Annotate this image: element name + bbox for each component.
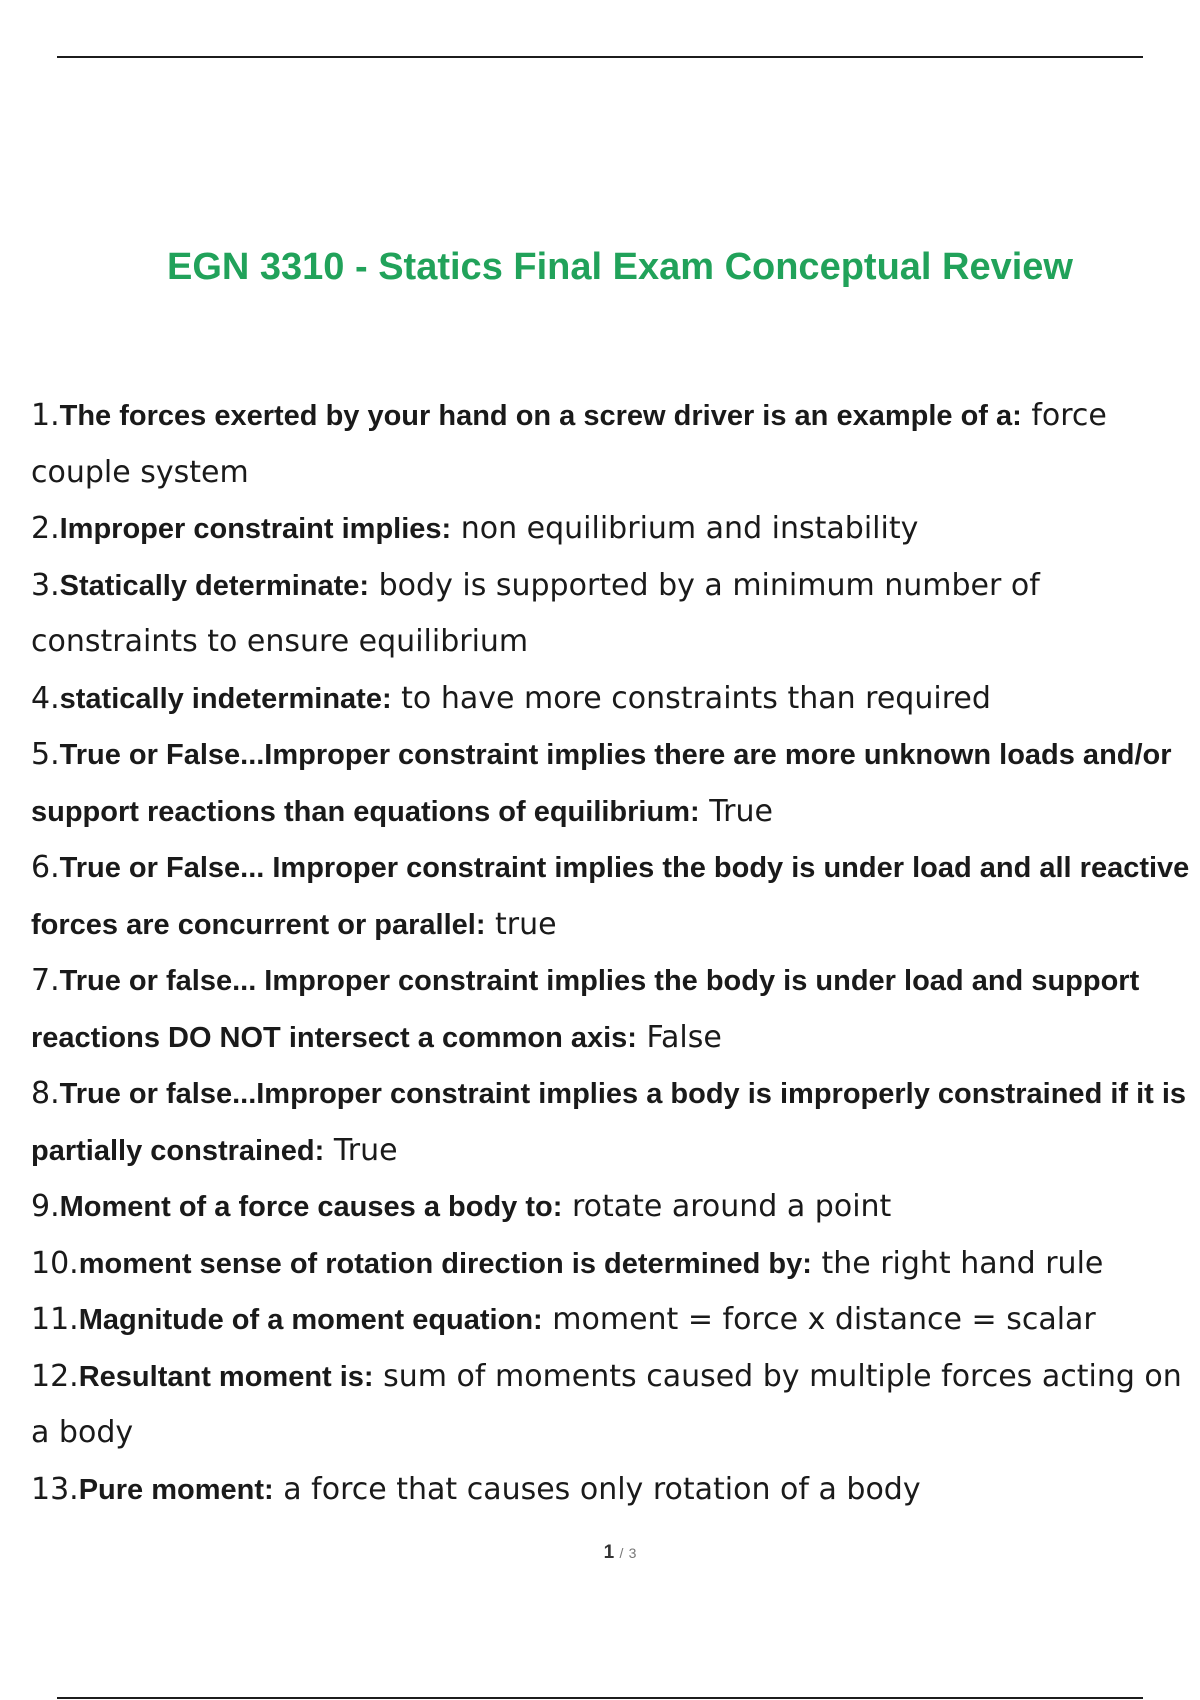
qa-list: [31, 388, 1200, 1518]
answer-text: a force that causes only rotation of a body: [283, 1471, 921, 1507]
question-text: True or False...Improper constraint implies there are more unknown loads and/or support reactions than equations of equilibrium:: [31, 739, 1172, 828]
page-indicator: [0, 1542, 1200, 1564]
list-item: [31, 1349, 1200, 1462]
list-item: [31, 953, 1200, 1066]
list-item: [31, 558, 1200, 671]
answer-text: sum of moments caused by multiple forces acting on a body: [31, 1358, 1182, 1450]
question-text: True or False... Improper constraint implies the body is under load and all reactive forces are concurrent or parallel:: [31, 852, 1190, 941]
item-number: 8.: [31, 1076, 60, 1111]
list-item: [31, 1066, 1200, 1179]
item-number: 10.: [31, 1245, 79, 1281]
header-rule: [57, 56, 1143, 58]
item-number: 9.: [31, 1189, 60, 1224]
answer-text: True: [333, 1132, 398, 1168]
answer-text: False: [646, 1019, 722, 1055]
question-text: True or false... Improper constraint implies the body is under load and support reactions DO NOT intersect a common axis:: [31, 965, 1140, 1054]
answer-text: rotate around a point: [571, 1189, 892, 1224]
item-number: 13.: [31, 1471, 79, 1507]
list-item: [31, 1292, 1200, 1349]
footer-rule: [57, 1697, 1143, 1699]
answer-text: body is supported by a minimum number of constraints to ensure equilibrium: [31, 567, 1040, 659]
answer-text: the right hand rule: [821, 1245, 1104, 1281]
list-item: [31, 1236, 1200, 1293]
item-number: 5.: [31, 737, 60, 772]
question-text: statically indeterminate:: [59, 682, 392, 715]
item-number: 11.: [31, 1302, 79, 1337]
question-text: True or false...Improper constraint implies a body is improperly constrained if it is partially constrained:: [31, 1078, 1187, 1167]
item-number: 12.: [31, 1358, 79, 1394]
item-number: 3.: [31, 567, 60, 603]
list-item: [31, 501, 1200, 558]
list-item: [31, 840, 1200, 953]
answer-text: force couple system: [31, 398, 1107, 490]
item-number: 7.: [31, 963, 60, 998]
list-item: [31, 388, 1200, 501]
list-item: [31, 1462, 1200, 1519]
page-current: 1: [603, 1542, 615, 1563]
item-number: 2.: [31, 511, 60, 546]
page-title: EGN 3310 - Statics Final Exam Conceptual Review: [167, 246, 1073, 288]
list-item: [31, 671, 1200, 728]
question-text: Improper constraint implies:: [59, 513, 452, 545]
item-number: 6.: [31, 850, 60, 885]
answer-text: to have more constraints than required: [401, 680, 991, 716]
answer-text: non equilibrium and instability: [460, 511, 919, 546]
question-text: Magnitude of a moment equation:: [78, 1304, 543, 1336]
list-item: [31, 1179, 1200, 1236]
item-number: 4.: [31, 680, 60, 716]
item-number: 1.: [31, 398, 60, 433]
answer-text: True: [709, 793, 773, 829]
question-text: moment sense of rotation direction is determined by:: [78, 1247, 812, 1280]
question-text: Statically determinate:: [59, 569, 370, 602]
list-item: [31, 727, 1200, 840]
question-text: Moment of a force causes a body to:: [59, 1191, 563, 1223]
page-separator: /: [619, 1545, 624, 1561]
question-text: The forces exerted by your hand on a screw driver is an example of a:: [59, 400, 1022, 432]
question-text: Resultant moment is:: [78, 1360, 374, 1393]
page-total: 3: [628, 1545, 637, 1561]
answer-text: true: [495, 906, 557, 942]
question-text: Pure moment:: [78, 1473, 274, 1506]
answer-text: moment = force x distance = scalar: [552, 1302, 1096, 1337]
